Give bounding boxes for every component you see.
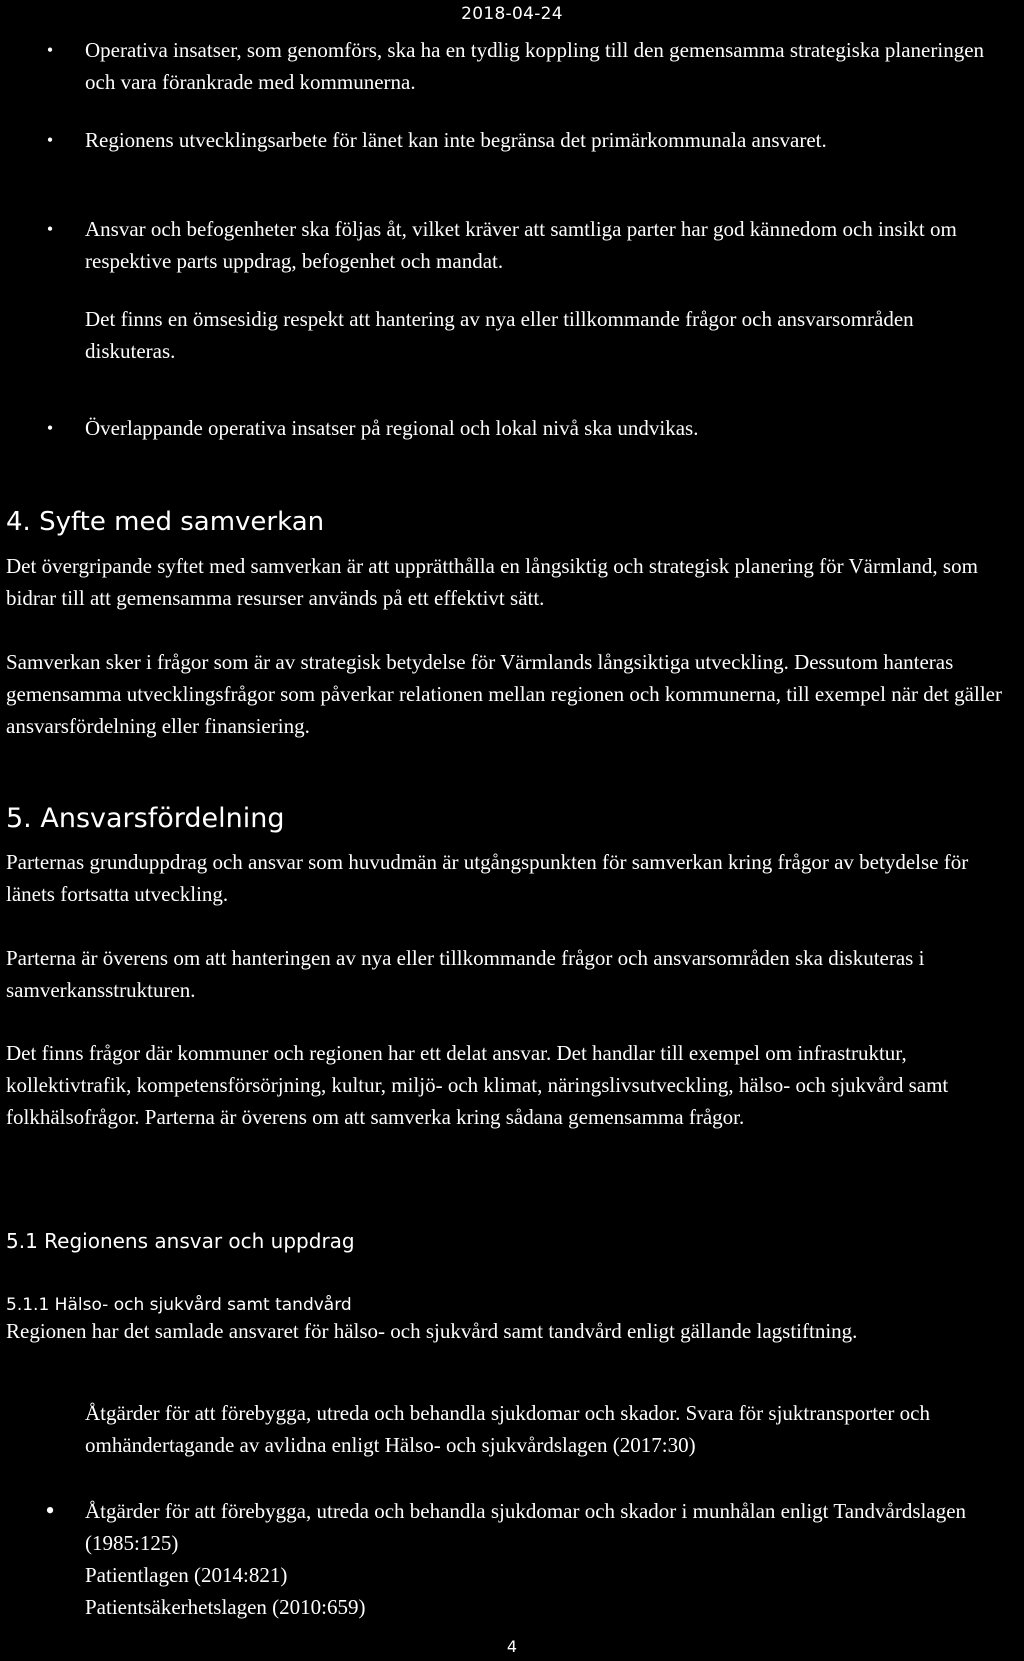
page-number: 4 — [506, 1637, 518, 1656]
list-item: Åtgärder för att förebygga, utreda och behandla sjukdomar och skador. Svara för sjuktransporter och omhändertagande av avlidna enligt Hälso- och sjukvårdslagen (2017:30) — [85, 1401, 930, 1457]
bullet-item: Ansvar och befogenheter ska följas åt, vilket kräver att samtliga parter har god kännedom och insikt om respektive parts uppdrag, befogenhet och mandat. — [85, 217, 957, 273]
section-4-number: 4. — [6, 507, 31, 537]
bullet-marker: • — [46, 130, 54, 150]
section-5-title: Ansvarsfördelning — [40, 803, 285, 834]
section-5-1-1-heading: 5.1.1 Hälso- och sjukvård samt tandvård — [6, 1295, 352, 1315]
list-item: Patientsäkerhetslagen (2010:659) — [85, 1595, 366, 1619]
section-5-paragraph: Det finns frågor där kommuner och regionen har ett delat ansvar. Det handlar till exempel om infrastruktur, kollektivtrafik, kompetensförsörjning, kultur, miljö- och klimat, näringslivsutveckling, hälso- och sjukvård samt folkhälsofrågor. Parterna är överens om att samverka kring sådana gemensamma frågor. — [6, 1041, 949, 1129]
bullet-continuation: Det finns en ömsesidig respekt att hantering av nya eller tillkommande frågor och ansvarsområden diskuteras. — [85, 307, 914, 363]
section-4-paragraph: Samverkan sker i frågor som är av strategisk betydelse för Värmlands långsiktiga utveckling. Dessutom hanteras gemensamma utvecklingsfrågor som påverkar relationen mellan regionen och kommunerna, till exempel när det gäller ansvarsfördelning eller finansiering. — [6, 650, 1002, 738]
bullet-item: Regionens utvecklingsarbete för länet kan inte begränsa det primärkommunala ansvaret. — [85, 128, 827, 152]
section-5-1-1-intro: Regionen har det samlade ansvaret för hälso- och sjukvård samt tandvård enligt gällande lagstiftning. — [6, 1319, 858, 1343]
bullet-marker: • — [46, 219, 54, 239]
section-5-paragraph: Parternas grunduppdrag och ansvar som huvudmän är utgångspunkten för samverkan kring frågor av betydelse för länets fortsatta utveckling. — [6, 850, 969, 906]
section-5-heading — [6, 802, 284, 836]
bullet-item: Överlappande operativa insatser på regional och lokal nivå ska undvikas. — [85, 416, 699, 440]
section-4-heading — [6, 505, 324, 539]
section-5-paragraph: Parterna är överens om att hanteringen av nya eller tillkommande frågor och ansvarsområden ska diskuteras i samverkansstrukturen. — [6, 946, 925, 1002]
header-date: 2018-04-24 — [461, 4, 563, 24]
bullet-marker: • — [45, 1496, 55, 1525]
bullet-marker: • — [46, 40, 54, 60]
section-4-title: Syfte med samverkan — [39, 507, 325, 537]
section-4-paragraph: Det övergripande syftet med samverkan är att upprätthålla en långsiktig och strategisk planering för Värmland, som bidrar till att gemensamma resurser används på ett effektivt sätt. — [6, 554, 978, 610]
bullet-item: Operativa insatser, som genomförs, ska ha en tydlig koppling till den gemensamma strategiska planeringen och vara förankrade med kommunerna. — [85, 38, 985, 94]
list-item: Åtgärder för att förebygga, utreda och behandla sjukdomar och skador i munhålan enligt Tandvårdslagen (1985:125) — [85, 1499, 967, 1555]
section-5-number: 5. — [6, 803, 32, 834]
bullet-marker: • — [46, 418, 54, 438]
list-item: Patientlagen (2014:821) — [85, 1563, 288, 1587]
section-5-1-heading: 5.1 Regionens ansvar och uppdrag — [6, 1229, 355, 1253]
